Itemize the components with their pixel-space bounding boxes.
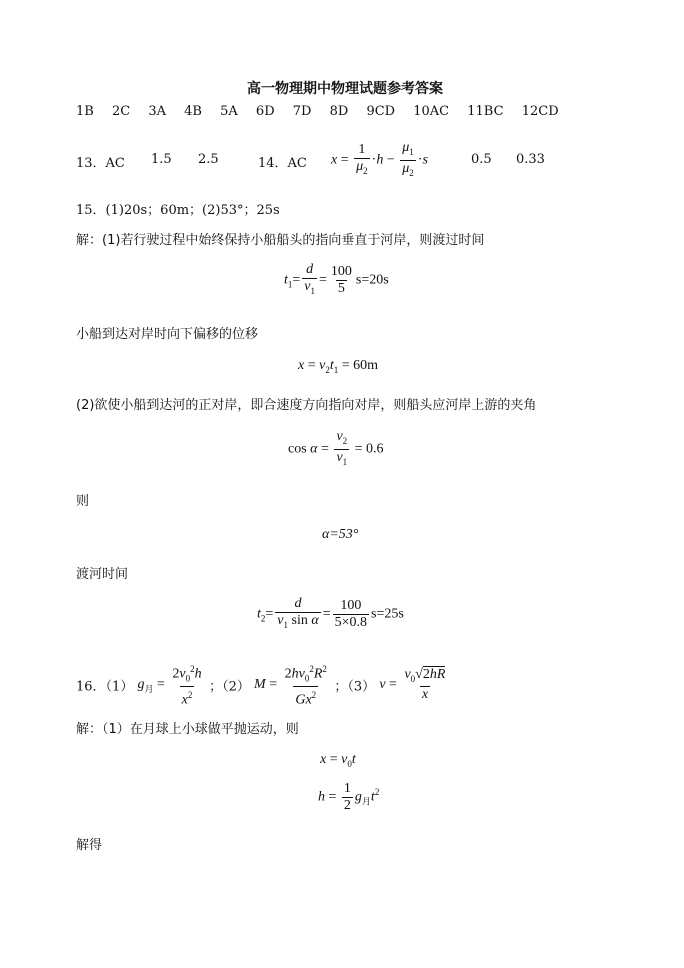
q16-eq-h: h = $\frac{1}{2}$ $g_月t^2$ [318, 781, 380, 813]
mc-answer: 2C [111, 104, 131, 119]
mc-answer-row [76, 104, 559, 119]
mc-answer: 1B [76, 104, 94, 119]
q13-value-2: 2.5 [198, 152, 219, 167]
q14-answer: 14．AC [258, 156, 307, 171]
q15-eq-t1: $t_1=$ $\frac{d}{v_1}$ = $\frac{100}{5}$ s=20s [284, 262, 389, 299]
q16-solution-line-1: 解：（1）在月球上小球做平抛运动，则 [76, 722, 299, 737]
mc-answer: 3A [148, 104, 166, 119]
mc-answer: 10AC [413, 104, 450, 119]
q15-solution-line-2: 小船到达对岸时向下偏移的位移 [76, 327, 259, 342]
q15-eq-cos-result: = 0.6 [354, 441, 384, 457]
q14-value-1: 0.5 [471, 152, 492, 167]
q15-eq-x-result: = 60m [341, 358, 379, 373]
q15-solution-line-3: (2)欲使小船到达河的正对岸，即合速度方向指向对岸，则船头应河岸上游的夹角 [76, 398, 537, 413]
mc-answer: 4B [184, 104, 202, 119]
q14-formula: x = $\frac{1}{\mu_2}$ ·h − $\frac{\mu_1}{\mu_2}$ ·s [331, 140, 428, 181]
mc-answer: 7D [292, 104, 312, 119]
page-title: 高一物理期中物理试题参考答案 [247, 81, 443, 97]
mc-answer: 9CD [366, 104, 396, 119]
q15-eq-t2: $t_2=$ $\frac{d}{v_1 \sin \alpha}$ = $\frac{100}{5\times 0.8}$ s=25s [257, 596, 404, 633]
mc-answer: 11BC [467, 104, 504, 119]
q15-solution-line-5: 渡河时间 [76, 567, 129, 582]
q13-answer: 13．AC [76, 156, 125, 171]
q15-eq-x: $x = v_2t_1 = 60m$ [298, 358, 379, 375]
q15-answer: 15．(1)20s；60m；(2)53°；25s [76, 203, 280, 218]
q15-solution-line-4: 则 [76, 494, 90, 509]
q16-label: 16．（1） [76, 679, 134, 695]
mc-answer: 6D [255, 104, 275, 119]
q15-solution-line-1: 解：(1)若行驶过程中始终保持小船船头的指向垂直于河岸，则渡过时间 [76, 233, 485, 248]
q15-eq-t2-result: s=25s [371, 606, 404, 622]
mc-answer: 8D [329, 104, 349, 119]
mc-answer: 5A [220, 104, 238, 119]
q16-answer-row: 16．（1） $g_月$ = $\frac{2v_0^2h}{x^2}$ ；（2） M = $\frac{2hv_0^2R^2}{Gx^2}$ ；（3） v = $\frac{v_0√2hR}{x}$ [76, 664, 446, 709]
q16-eq-x: $x = v_0t$ [320, 752, 356, 769]
q16-part2-label: ；（2） [209, 679, 250, 695]
q15-eq-alpha: α=53° [322, 527, 359, 542]
mc-answer: 12CD [521, 104, 559, 119]
q16-part3-label: ；（3） [334, 679, 376, 695]
q15-eq-cos: cos α = $\frac{v_2}{v_1}$ = 0.6 [288, 429, 384, 470]
q15-eq-t1-result: s=20s [355, 272, 389, 288]
q16-solution-line-2: 解得 [76, 838, 103, 853]
q14-value-2: 0.33 [516, 152, 545, 167]
q13-value-1: 1.5 [151, 152, 172, 167]
